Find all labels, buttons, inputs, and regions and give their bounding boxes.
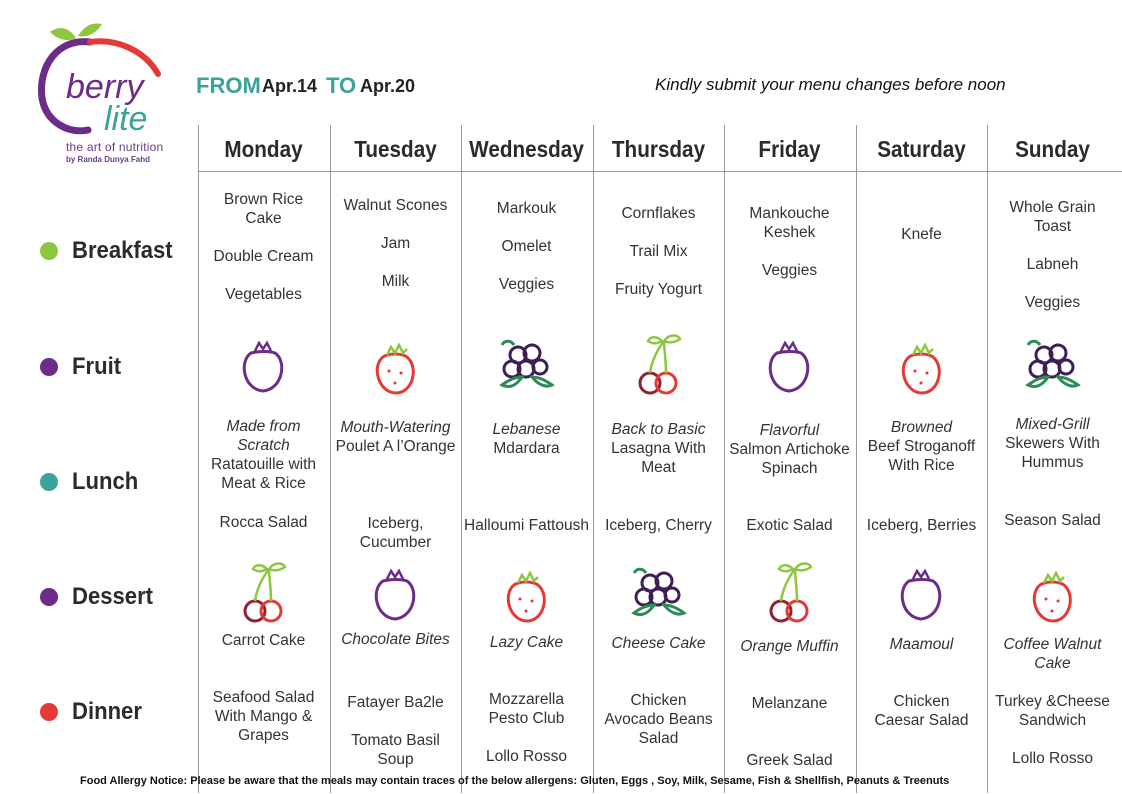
meal-dot bbox=[40, 473, 58, 491]
dessert-cell: Chocolate Bites bbox=[341, 631, 450, 648]
meal-label-text: Lunch bbox=[72, 468, 139, 495]
berries-icon bbox=[492, 331, 562, 401]
column-divider bbox=[461, 125, 462, 793]
dinner-cell: Mozzarella Pesto Club Lollo Rosso bbox=[486, 691, 567, 765]
meal-label-text: Dessert bbox=[72, 583, 154, 610]
breakfast-cell: Knefe bbox=[901, 226, 942, 243]
day-header-tuesday: Tuesday bbox=[354, 136, 437, 162]
lunch-intro: Mixed-Grill bbox=[1015, 416, 1090, 433]
day-header-wednesday: Wednesday bbox=[469, 136, 584, 162]
cherry-icon bbox=[755, 559, 825, 629]
meal-label-dessert bbox=[40, 583, 160, 611]
dinner-cell: Chicken Caesar Salad bbox=[874, 693, 969, 729]
dessert-cell: Orange Muffin bbox=[740, 638, 839, 655]
lunch-salad: Iceberg, Cucumber bbox=[359, 515, 432, 551]
meal-label-text: Fruit bbox=[72, 353, 122, 380]
lunch-cell bbox=[726, 421, 853, 478]
day-header-friday: Friday bbox=[758, 136, 821, 162]
meal-label-text: Breakfast bbox=[72, 237, 173, 264]
lunch-cell bbox=[332, 418, 459, 456]
header-divider bbox=[198, 171, 1122, 172]
dessert-cell: Cheese Cake bbox=[611, 635, 706, 652]
breakfast-cell: Walnut Scones Jam Milk bbox=[343, 197, 448, 290]
day-header-saturday: Saturday bbox=[877, 136, 966, 162]
lunch-salad: Iceberg, Berries bbox=[866, 517, 977, 534]
lunch-intro: Mouth-Watering bbox=[340, 419, 451, 436]
strawberry-icon bbox=[1018, 559, 1088, 629]
meal-label-fruit bbox=[40, 353, 125, 381]
column-divider bbox=[987, 125, 988, 793]
lunch-main: Poulet A l’Orange bbox=[335, 438, 456, 455]
lunch-cell bbox=[463, 420, 590, 458]
cherry-icon bbox=[229, 559, 299, 629]
meal-label-lunch bbox=[40, 468, 144, 496]
column-divider bbox=[593, 125, 594, 793]
meal-dot bbox=[40, 703, 58, 721]
lunch-intro: Flavorful bbox=[759, 422, 820, 439]
berries-icon bbox=[624, 559, 694, 629]
dinner-cell: Melanzane Greek Salad bbox=[746, 695, 833, 769]
lunch-main: Beef Stroganoff With Rice bbox=[867, 438, 976, 474]
breakfast-cell: Mankouche Keshek Veggies bbox=[749, 205, 830, 279]
day-header-thursday: Thursday bbox=[611, 136, 706, 162]
from-date: Apr.14 bbox=[262, 76, 318, 96]
meal-dot bbox=[40, 358, 58, 376]
breakfast-cell: Whole Grain Toast Labneh Veggies bbox=[1009, 199, 1096, 311]
grape-icon bbox=[361, 559, 431, 629]
grape-icon bbox=[755, 331, 825, 401]
lunch-intro: Lebanese bbox=[492, 421, 561, 438]
lunch-salad: Season Salad bbox=[1004, 512, 1101, 529]
from-label: FROM bbox=[196, 73, 261, 98]
lunch-main: Lasagna With Meat bbox=[611, 440, 706, 476]
dessert-cell: Coffee Walnut Cake bbox=[1003, 636, 1102, 672]
column-divider bbox=[724, 125, 725, 793]
grape-icon bbox=[887, 559, 957, 629]
meal-label-text: Dinner bbox=[72, 698, 142, 725]
lunch-intro: Browned bbox=[890, 419, 953, 436]
column-divider bbox=[198, 125, 199, 793]
brand-byline: by Randa Dunya Fahd bbox=[66, 155, 151, 164]
dinner-cell: Fatayer Ba2le Tomato Basil Soup bbox=[347, 694, 444, 768]
dinner-cell: Chicken Avocado Beans Salad bbox=[604, 692, 713, 747]
lunch-intro: Back to Basic bbox=[611, 421, 706, 438]
meal-label-dinner bbox=[40, 698, 148, 726]
lunch-salad: Halloumi Fattoush bbox=[464, 517, 589, 534]
meal-dot bbox=[40, 588, 58, 606]
berries-icon bbox=[1018, 331, 1088, 401]
submission-note: Kindly submit your menu changes before noon bbox=[655, 75, 1006, 94]
lunch-main: Salmon Artichoke Spinach bbox=[729, 441, 850, 477]
strawberry-icon bbox=[887, 331, 957, 401]
to-label: TO bbox=[326, 73, 357, 98]
dessert-cell: Carrot Cake bbox=[221, 632, 306, 649]
breakfast-cell: Cornflakes Trail Mix Fruity Yogurt bbox=[614, 205, 703, 298]
lunch-cell bbox=[858, 418, 985, 475]
lunch-cell bbox=[989, 415, 1116, 472]
brand-tagline: the art of nutrition bbox=[66, 140, 164, 154]
strawberry-icon bbox=[492, 559, 562, 629]
grape-icon bbox=[229, 331, 299, 401]
lunch-salad: Exotic Salad bbox=[746, 517, 833, 534]
dessert-cell: Maamoul bbox=[889, 636, 954, 653]
column-divider bbox=[330, 125, 331, 793]
lunch-salad: Iceberg, Cherry bbox=[605, 517, 712, 534]
dinner-cell: Turkey &Cheese Sandwich Lollo Rosso bbox=[995, 693, 1110, 767]
lunch-main: Ratatouille with Meat & Rice bbox=[210, 456, 317, 492]
lunch-cell bbox=[595, 420, 722, 477]
column-divider bbox=[856, 125, 857, 793]
breakfast-cell: Brown Rice Cake Double Cream Vegetables bbox=[213, 191, 314, 303]
dinner-cell: Seafood Salad With Mango & Grapes bbox=[212, 689, 315, 744]
cherry-icon bbox=[624, 331, 694, 401]
lunch-main: Skewers With Hummus bbox=[1005, 435, 1100, 471]
strawberry-icon bbox=[361, 331, 431, 401]
lunch-salad: Rocca Salad bbox=[219, 514, 308, 531]
breakfast-cell: Markouk Omelet Veggies bbox=[496, 200, 557, 293]
day-header-monday: Monday bbox=[224, 136, 303, 162]
allergy-notice: Food Allergy Notice: Please be aware that the meals may contain traces of the below allergens: Gluten, Eggs , Soy, Milk, Sesame, Fish & Shellfish, Peanuts & Treenuts bbox=[80, 775, 950, 787]
lunch-intro: Made from Scratch bbox=[226, 418, 301, 454]
day-header-sunday: Sunday bbox=[1015, 136, 1090, 162]
meal-label-breakfast bbox=[40, 237, 181, 265]
meal-dot bbox=[40, 242, 58, 260]
logo-word-berry: berry bbox=[66, 68, 144, 106]
to-date: Apr.20 bbox=[360, 76, 416, 96]
lunch-cell bbox=[200, 417, 327, 493]
dessert-cell: Lazy Cake bbox=[489, 634, 564, 651]
lunch-main: Mdardara bbox=[493, 440, 560, 457]
logo-word-lite: lite bbox=[104, 100, 148, 138]
